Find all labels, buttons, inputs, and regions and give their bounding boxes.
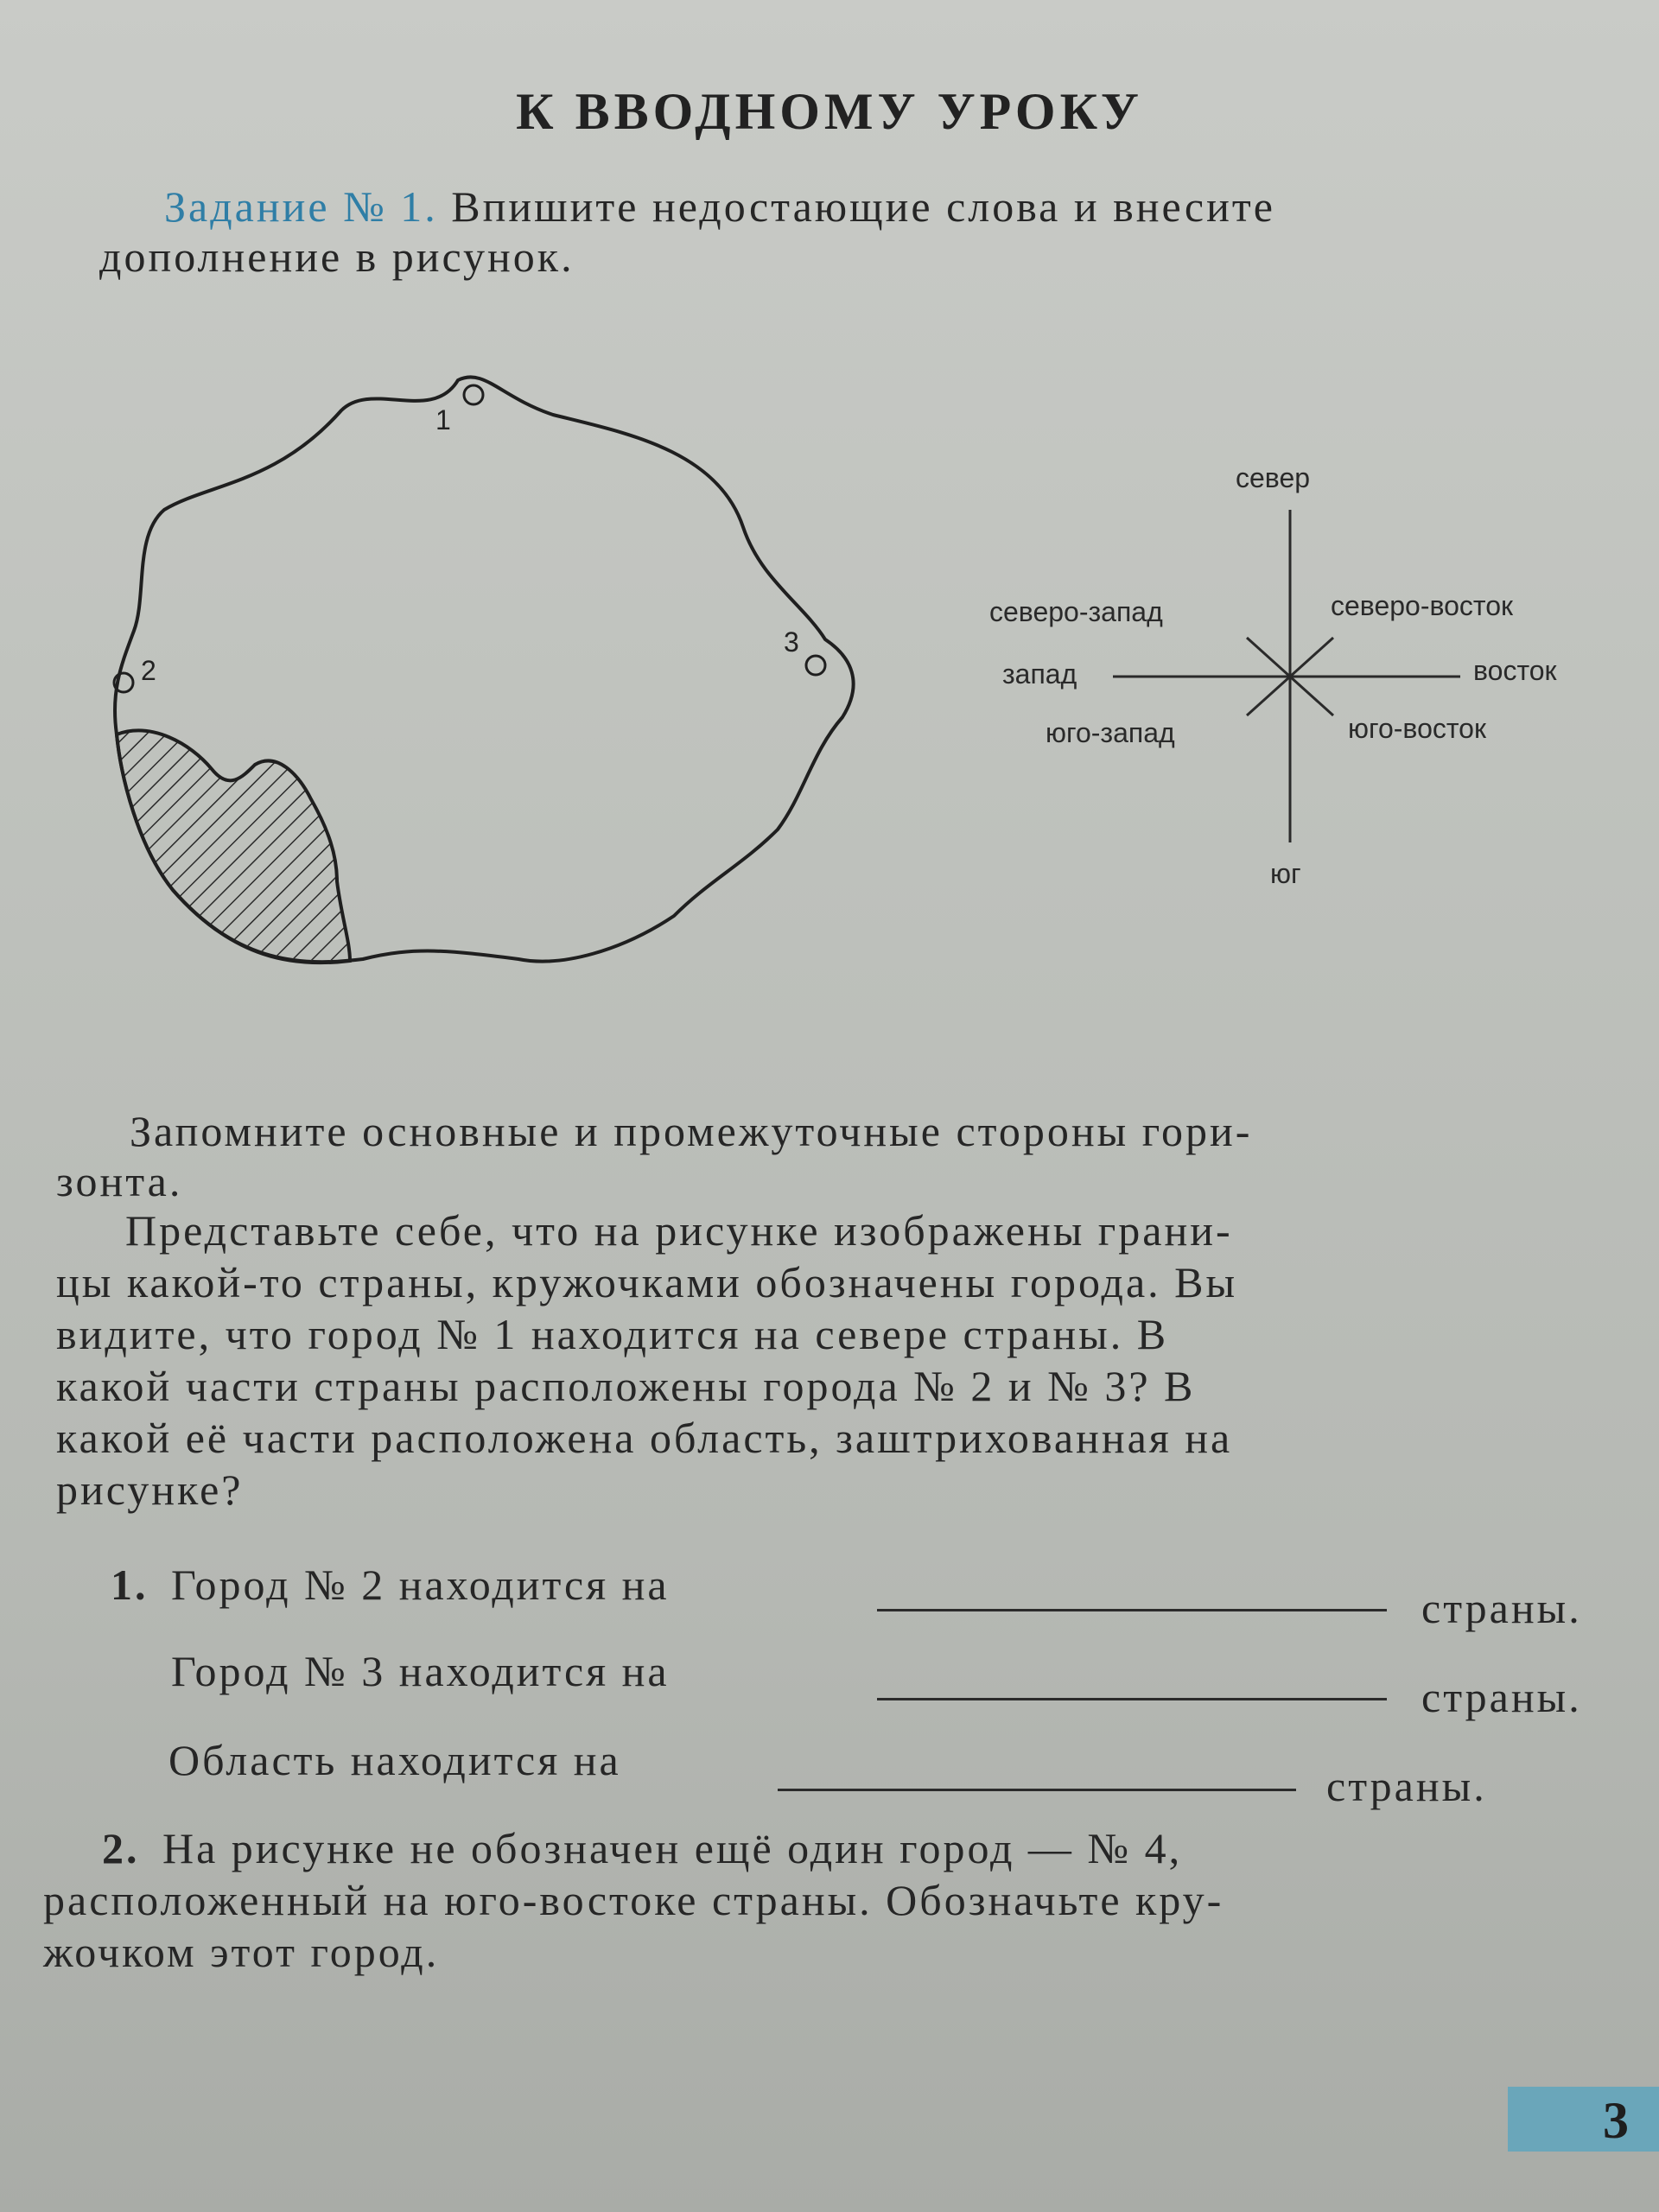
- answer-city3-suffix: страны.: [1421, 1673, 1582, 1721]
- item2-line-2: расположенный на юго-востоке страны. Обозначьте кру-: [43, 1876, 1224, 1924]
- imagine-line-2: цы какой-то страны, кружочками обозначены города. Вы: [56, 1258, 1238, 1306]
- remember-line-2: зонта.: [56, 1157, 183, 1205]
- task-line-1: [164, 181, 1275, 232]
- city-3-label: 3: [784, 626, 799, 658]
- compass-northwest-label: северо-запад: [989, 596, 1163, 627]
- task-line-2: дополнение в рисунок.: [99, 232, 575, 281]
- hatched-region: [117, 731, 350, 963]
- imagine-line-5: какой её части расположена область, заштрихованная на: [56, 1414, 1233, 1462]
- answer-city2-suffix: страны.: [1421, 1584, 1582, 1632]
- answer-region-blank[interactable]: [778, 1789, 1296, 1791]
- imagine-line-3: видите, что город № 1 находится на севере страны. В: [56, 1310, 1169, 1358]
- page-heading: К ВВОДНОМУ УРОКУ: [516, 83, 1143, 140]
- answer-city3-blank[interactable]: [877, 1698, 1387, 1700]
- item2-line-3: жочком этот город.: [43, 1928, 440, 1976]
- compass-west-label: запад: [1002, 658, 1077, 690]
- compass-rose: [1106, 501, 1469, 847]
- answer-region-suffix: страны.: [1326, 1762, 1487, 1810]
- compass-southwest-label: юго-запад: [1046, 717, 1175, 748]
- answer-city2-text: Город № 2 находится на: [171, 1560, 670, 1609]
- imagine-line-1: Представьте себе, что на рисунке изображены грани-: [125, 1206, 1233, 1255]
- compass-north-label: север: [1236, 462, 1311, 493]
- country-map: [86, 346, 881, 985]
- city-1-label: 1: [435, 404, 451, 435]
- page-number-tab: [1508, 2087, 1659, 2152]
- answer-region-text: Область находится на: [168, 1736, 621, 1784]
- answer-city3-text: Город № 3 находится на: [171, 1647, 670, 1695]
- answers-number: 1.: [111, 1560, 149, 1609]
- imagine-line-4: какой части страны расположены города № 2 и № 3? В: [56, 1362, 1196, 1410]
- city-1-marker: [464, 385, 483, 404]
- answer-city2-blank[interactable]: [877, 1609, 1387, 1611]
- task-label: Задание № 1.: [164, 182, 438, 231]
- city-3-marker: [806, 656, 825, 675]
- compass-northeast-label: северо-восток: [1331, 590, 1514, 621]
- remember-line-1: Запомните основные и промежуточные стороны гори-: [130, 1107, 1253, 1155]
- item2-number: 2.: [102, 1824, 140, 1872]
- compass-east-label: восток: [1473, 655, 1557, 686]
- compass-south-label: юг: [1270, 858, 1301, 889]
- page-number: 3: [1603, 2092, 1629, 2149]
- city-2-label: 2: [141, 655, 156, 686]
- imagine-line-6: рисунке?: [56, 1465, 244, 1514]
- task-text-1: Впишите недостающие слова и внесите: [451, 182, 1275, 231]
- compass-southeast-label: юго-восток: [1348, 713, 1486, 744]
- item2-line-1: На рисунке не обозначен ещё один город — № 4,: [162, 1824, 1183, 1872]
